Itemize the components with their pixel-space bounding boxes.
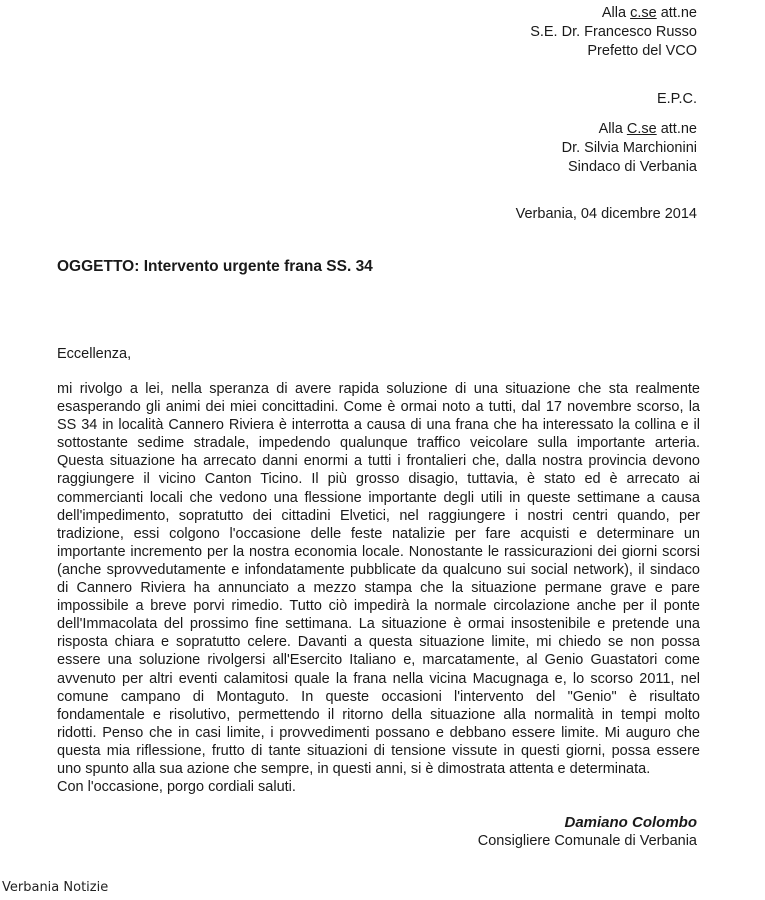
body-line: uno spunto alla sua azione che sempre, in questi anni, si è dimostrata attenta e determinata.	[57, 760, 651, 777]
body-line: dell'impedimento, sopratutto dei cittadini Elvetici, nel raggiungere i nostri centri quando, per	[57, 507, 700, 524]
body-line: Questa situazione ha arrecato danni enormi a tutti i frontalieri che, dalla nostra provincia devono	[57, 453, 700, 470]
recipient-title: Prefetto del VCO	[587, 43, 697, 59]
body-line: fondamentale e risolutivo, permettendo il ritorno della situazione alla normalità in tempi molto	[57, 706, 700, 723]
body-line: SS 34 in località Cannero Riviera è interrotta a causa di una frana che ha interessato la collina e il	[57, 417, 700, 434]
source-watermark: Verbania Notizie	[2, 880, 109, 895]
body-line: raggiungere il vicino Canton Ticino. Il più grosso disagio, tuttavia, è stato ed è arrecato ai	[57, 471, 700, 488]
body-line: questa mia riflessione, frutto di tante situazioni di tensione vissute in questi giorni, possa essere	[57, 742, 700, 759]
body-line: mi rivolgo a lei, nella speranza di avere rapida soluzione di una situazione che sta realmente	[57, 381, 700, 397]
body-line: essere una soluzione rivolgersi all'Esercito Italiano e, marcatamente, al Genio Guastatori come	[57, 652, 700, 669]
body-line: avvenuto per altri eventi calamitosi quale la frana nella vicina Macugnaga e, lo scorso 2011, nel	[57, 670, 700, 687]
body-line: tradizione, essi colgono l'occasione delle feste natalizie per fare acquisti e determinare un	[57, 525, 700, 542]
signature-block	[478, 813, 697, 851]
body-line: Con l'occasione, porgo cordiali saluti.	[57, 779, 296, 796]
letter-body	[57, 380, 700, 796]
recipient-abbr: C.se	[626, 121, 657, 137]
recipient-block-sindaco	[562, 120, 697, 177]
recipient-name: Dr. Silvia Marchionini	[561, 140, 697, 156]
recipient-block-prefetto	[530, 4, 697, 61]
body-line: (anche sprovvedutamente e infondatamente pubblicate da qualcuno sui social network), il sindaco	[57, 561, 700, 578]
recipient-salutation: Alla c.se att.ne	[601, 5, 697, 21]
letter-subject: OGGETTO: Intervento urgente frana SS. 34	[57, 258, 373, 275]
body-line: commercianti locali che vedono una flessione importante degli utili in queste settimane a causa	[57, 489, 700, 506]
signature-role: Consigliere Comunale di Verbania	[477, 833, 697, 849]
body-line: impossibile a breve porvi rimedio. Tutto ciò impedirà la normale circolazione anche per il ponte	[57, 598, 700, 615]
recipient-name: S.E. Dr. Francesco Russo	[530, 24, 697, 40]
body-line: sottostante sedime stradale, impedendo qualunque traffico veicolare sulla importante arteria.	[57, 435, 700, 452]
date-line: Verbania, 04 dicembre 2014	[515, 206, 697, 222]
body-line: comune campano di Montaguto. In queste occasioni l'intervento del "Genio" è risultato	[57, 688, 700, 705]
recipient-abbr: c.se	[630, 5, 657, 21]
recipient-title: Sindaco di Verbania	[568, 159, 697, 175]
body-line: risposta chiara e sopratutto celere. Davanti a questa situazione limite, mi chiedo se non possa	[57, 634, 700, 651]
signature-name: Damiano Colombo	[564, 814, 697, 831]
body-line: importante incremento per la nostra economia locale. Nonostante le rassicurazioni dei giorni scorsi	[57, 543, 700, 560]
recipient-salutation: Alla C.se att.ne	[598, 121, 697, 137]
body-line: dell'Immacolata del prossimo fine settimana. La situazione è ormai insostenibile e pretende una	[57, 616, 700, 633]
body-line: esasperando gli animi dei miei concittadini. Come è ormai noto a tutti, dal 17 novembre scorso, la	[57, 399, 700, 416]
body-line: di Cannero Riviera ha annunciato a mezzo stampa che la situazione permane grave e pare	[57, 580, 700, 597]
body-line: ridotti. Penso che in casi limite, i provvedimenti possano e debbano essere limite. Mi auguro che	[57, 724, 700, 741]
greeting: Eccellenza,	[57, 346, 132, 362]
epc-label: E.P.C.	[656, 91, 697, 107]
